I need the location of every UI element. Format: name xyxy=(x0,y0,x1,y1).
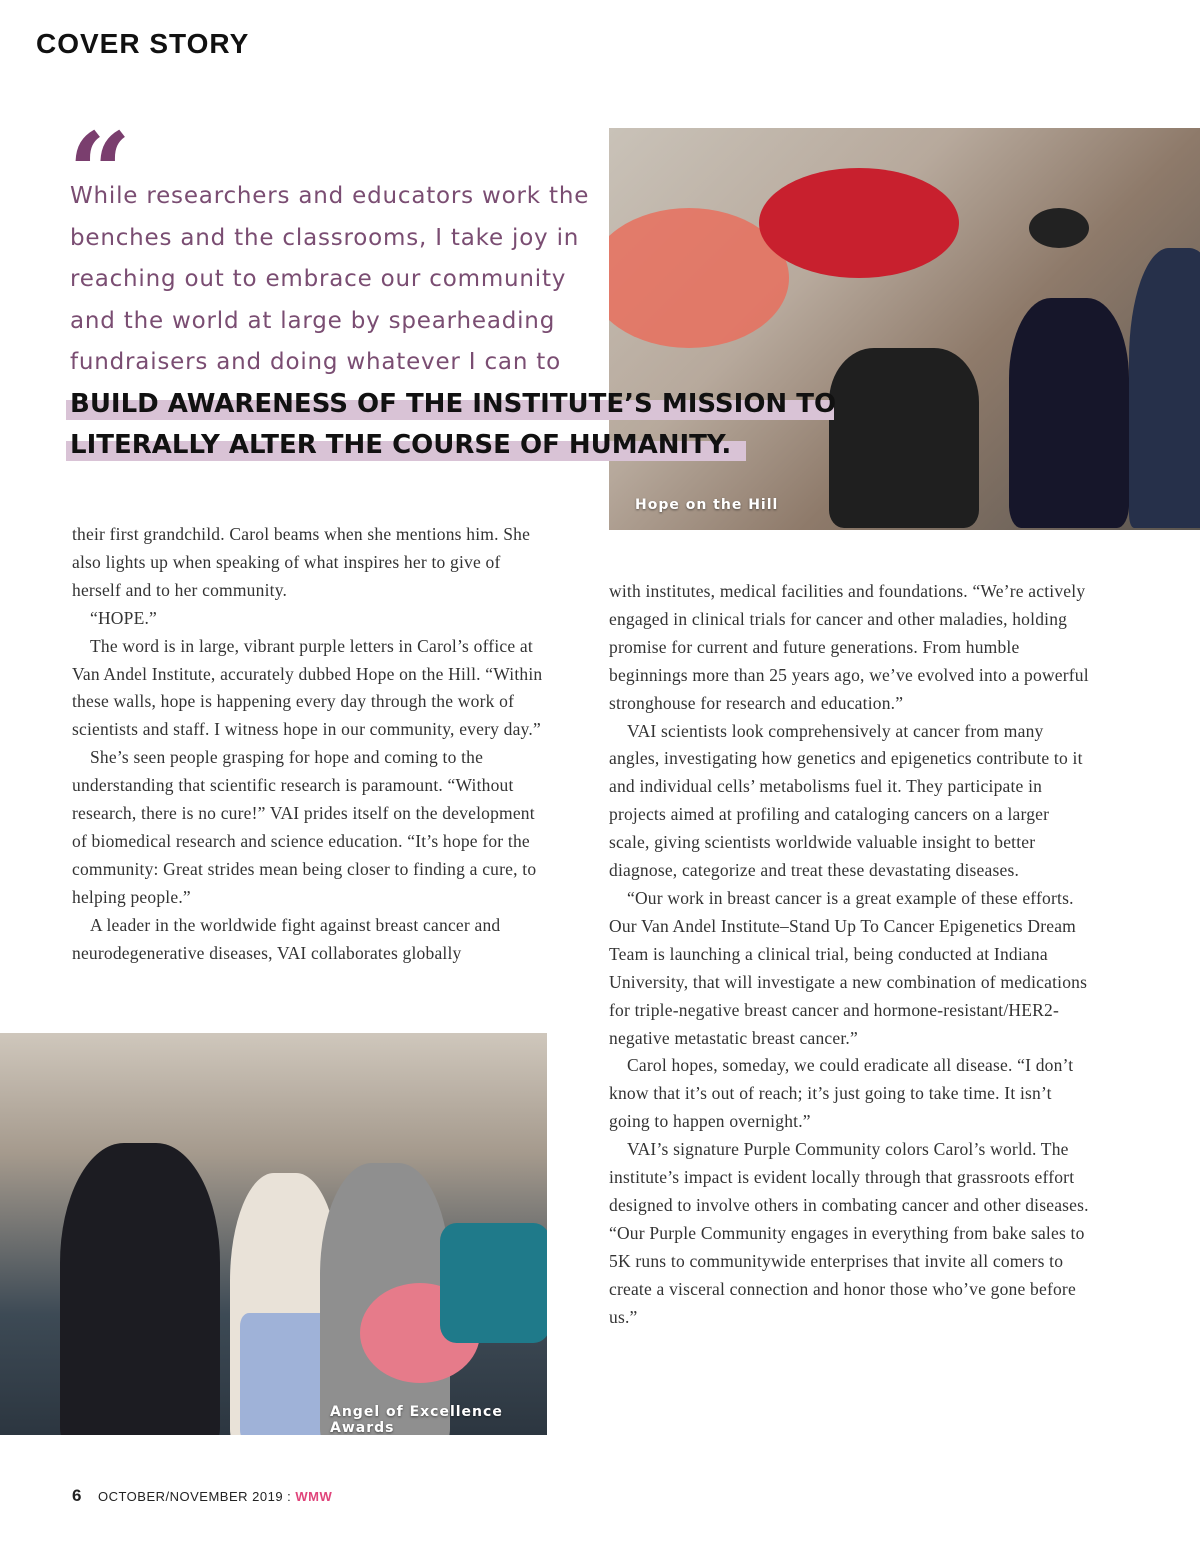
photo-caption-top: Hope on the Hill xyxy=(635,497,779,513)
paragraph: VAI’s signature Purple Community colors Carol’s world. The institute’s impact is evident locally through that grassroots effort designed to involve others in combating cancer and other diseases. “Our Purple Community engages in everything from bake sales to 5K runs to communitywide enterprises that invite all comers to create a visceral connection and honor those who’ve gone before us.” xyxy=(609,1139,1089,1327)
pull-quote-text: While researchers and educators work the benches and the classrooms, I take joy in reaching out to embrace our community and the world at large by spearheading fundraisers and doing whatever I can to xyxy=(70,183,590,376)
event-photo-hope-on-the-hill xyxy=(609,128,1200,530)
quote-mark-icon: “ xyxy=(68,108,132,237)
paragraph: She’s seen people grasping for hope and coming to the understanding that scientific research is paramount. “Without research, there is no cure!” VAI prides itself on the development of biomedical research and science education. “It’s hope for the community: Great strides mean being closer to finding a cure, to helping people.” xyxy=(72,747,537,907)
paragraph: A leader in the worldwide fight against breast cancer and neurodegenerative diseases, VAI collaborates globally xyxy=(72,914,501,963)
paragraph: Carol hopes, someday, we could eradicate all disease. “I don’t know that it’s out of reach; it’s just going to take time. It isn’t going to happen overnight.” xyxy=(609,1055,1074,1132)
paragraph: The word is in large, vibrant purple letters in Carol’s office at Van Andel Institute, accurately dubbed Hope on the Hill. “Within these walls, hope is happening every day through the work of scientists and staff. I witness hope in our community, every day.” xyxy=(72,635,543,740)
paragraph: their first grandchild. Carol beams when she mentions him. She also lights up when speaking of what inspires her to give of herself and to her community. xyxy=(72,524,531,600)
emphasis-line: LITERALLY ALTER THE COURSE OF HUMANITY. xyxy=(66,425,836,466)
issue-date: OCTOBER/NOVEMBER 2019 : xyxy=(97,1489,296,1504)
section-label: COVER STORY xyxy=(36,28,250,59)
event-photo-angel-awards xyxy=(0,1033,547,1435)
pull-quote-emphasis xyxy=(66,384,836,466)
paragraph: “HOPE.” xyxy=(90,607,158,628)
paragraph: VAI scientists look comprehensively at cancer from many angles, investigating how genetics and epigenetics contribute to it and individual cells’ metabolisms fuel it. They participate in projects aimed at profiling and cataloging cancers on a larger scale, giving scientists worldwide valuable insight to better diagnose, categorize and treat these devastating diseases. xyxy=(609,720,1083,881)
body-column-right xyxy=(609,578,1089,1331)
page-footer xyxy=(72,1486,332,1506)
paragraph: “Our work in breast cancer is a great example of these efforts. Our Van Andel Institute–Stand Up To Cancer Epigenetics Dream Team is launching a clinical trial, being conducted at Indiana University, that will investigate a new combination of medications for triple-negative breast cancer and hormone-resistant/HER2-negative metastatic breast cancer.” xyxy=(609,887,1088,1048)
emphasis-line: BUILD AWARENESS OF THE INSTITUTE’S MISSION TO xyxy=(66,384,836,425)
page-number: 6 xyxy=(72,1486,82,1505)
body-column-left xyxy=(72,521,552,968)
paragraph: with institutes, medical facilities and foundations. “We’re actively engaged in clinical trials for cancer and other maladies, holding promise for current and future generations. From humble beginnings more than 25 years ago, we’ve evolved into a powerful stronghouse for research and education.” xyxy=(609,581,1089,713)
photo-caption-bottom: Angel of Excellence Awards xyxy=(330,1404,503,1435)
brand-name: WMW xyxy=(295,1489,333,1504)
